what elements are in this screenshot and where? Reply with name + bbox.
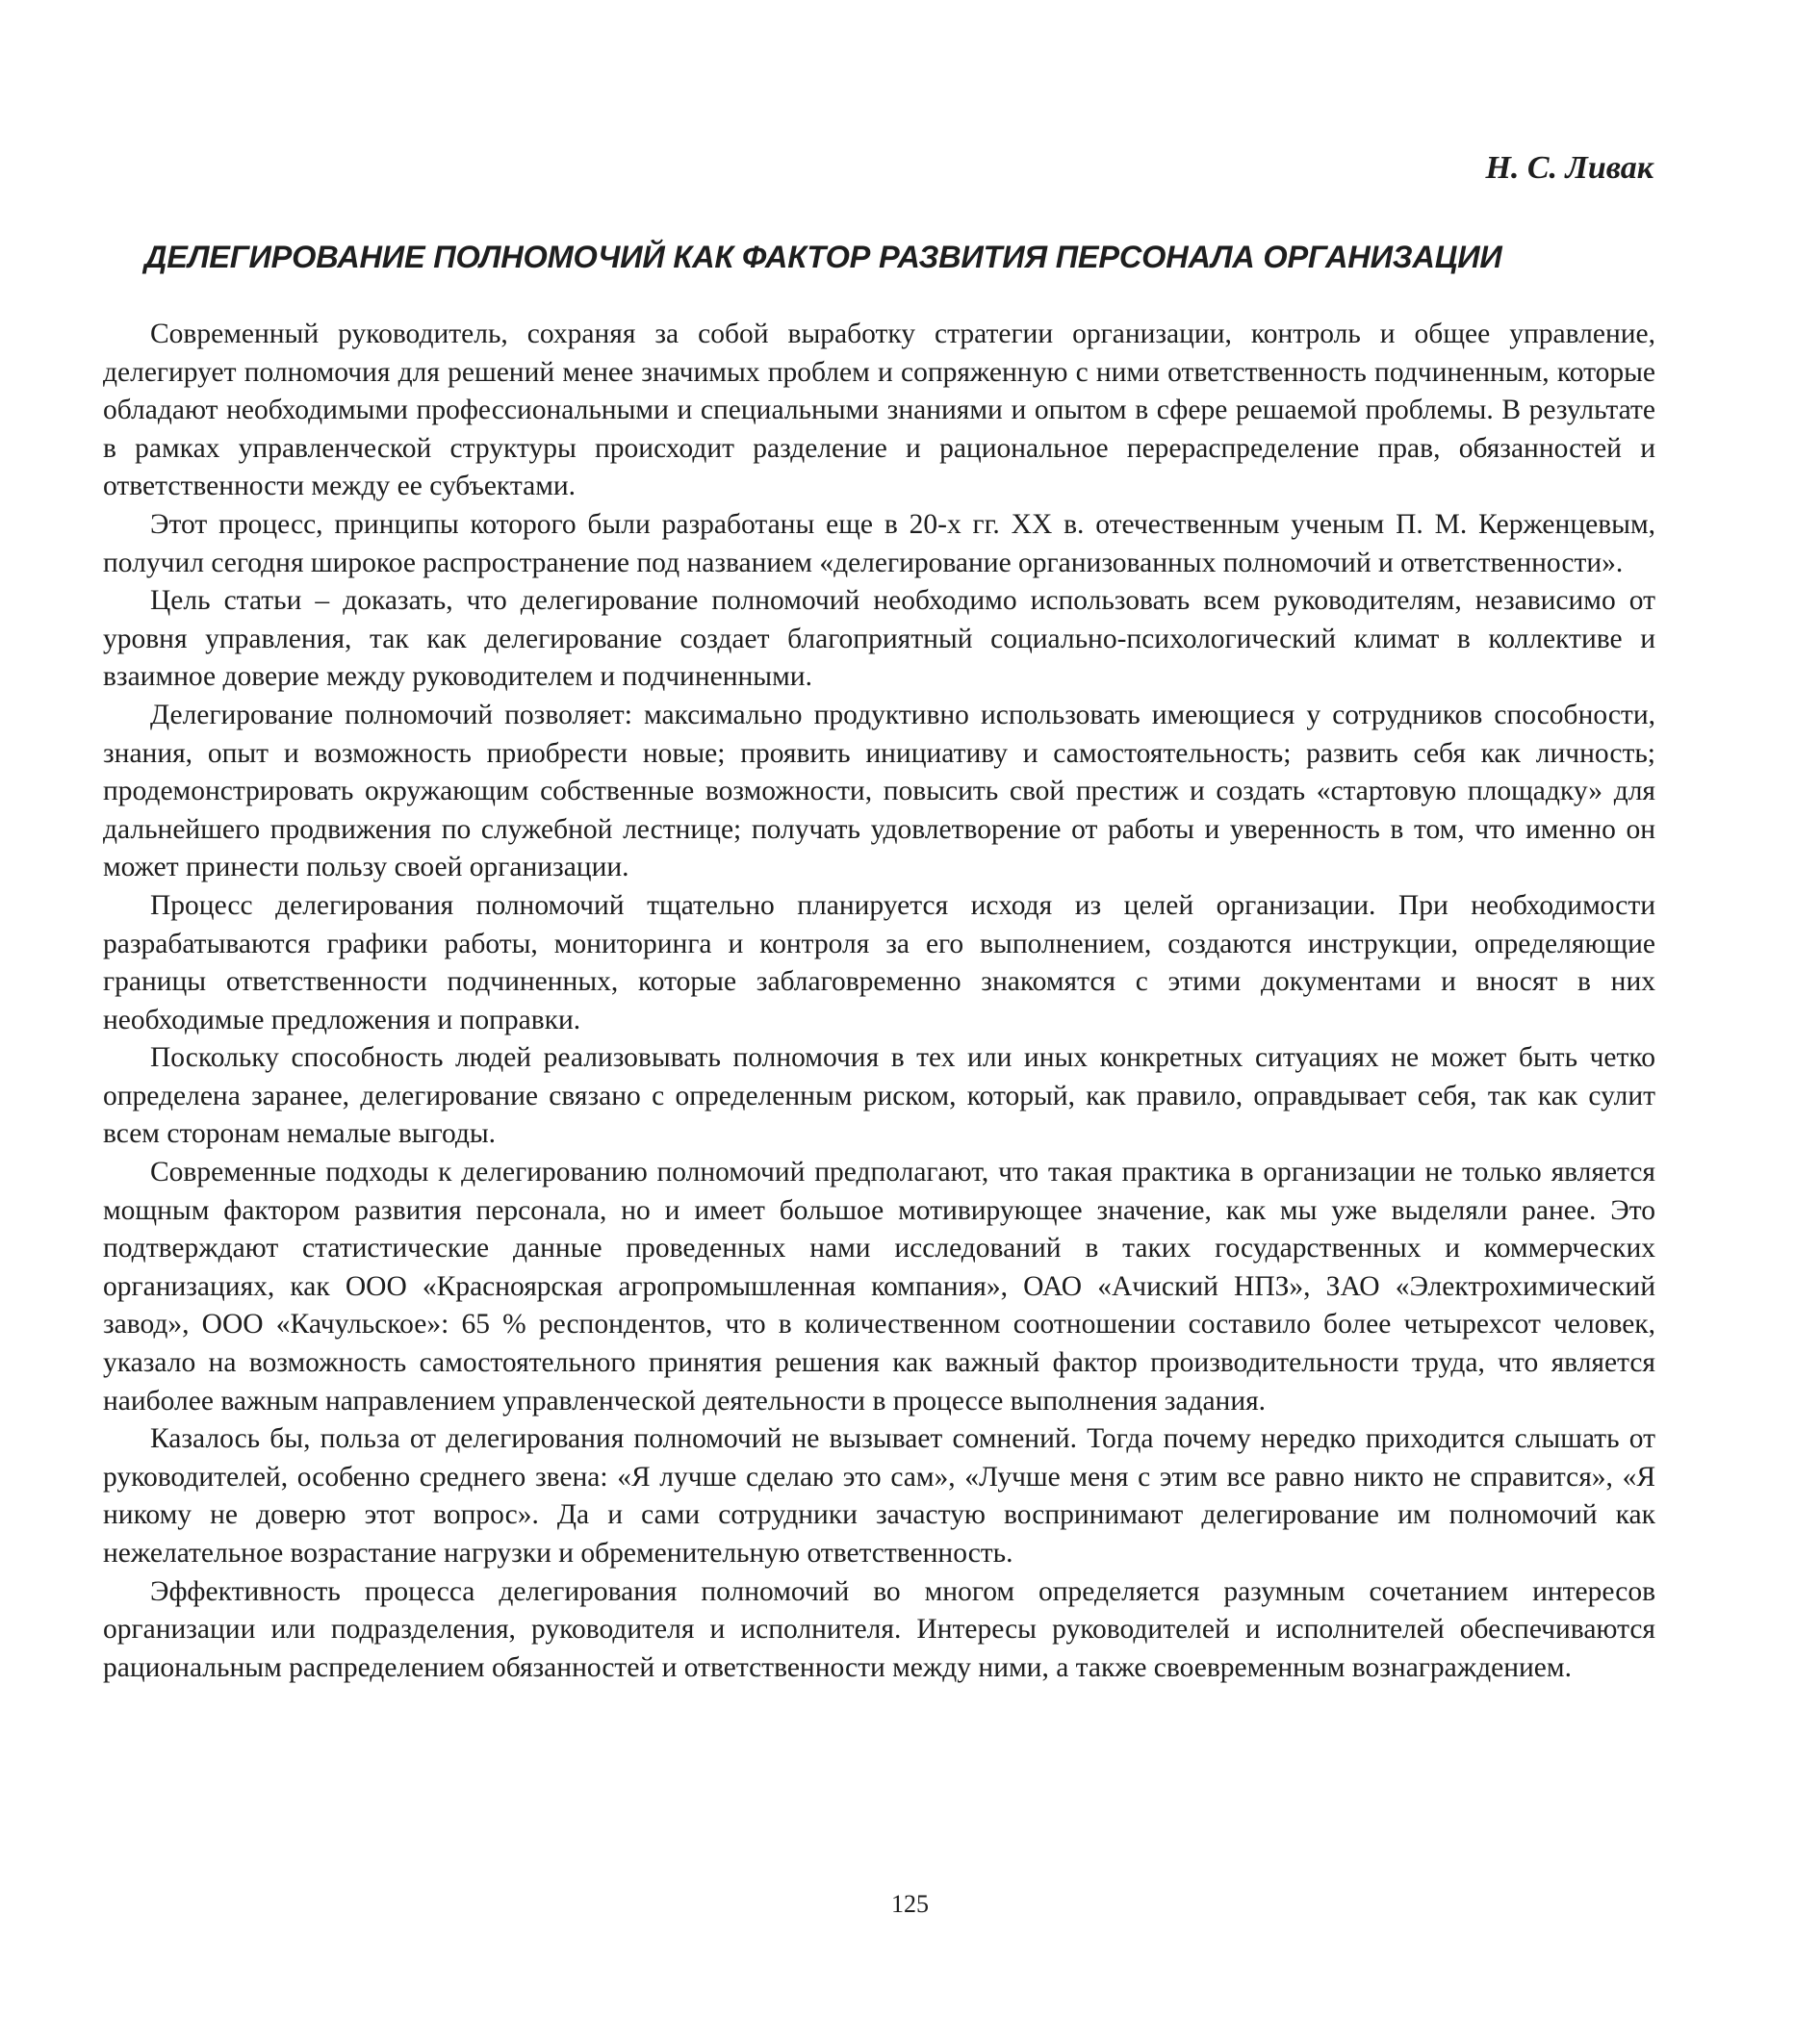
paragraph: Современный руководитель, сохраняя за собой выработку стратегии организации, контроль и общее управление, делегирует полномочия для решений менее значимых проблем и сопряженную с ними ответственность подчиненным, которые обладают необходимыми профессиональными и специальными знаниями и опытом в сфере решаемой проблемы. В результате в рамках управленческой структуры происходит разделение и рациональное перераспределение прав, обязанностей и ответственности между ее субъектами. [103,319,1655,502]
author-name: Н. С. Ливак [1485,150,1653,186]
paragraph: Этот процесс, принципы которого были разработаны еще в 20-х гг. XX в. отечественным ученым П. М. Керженцевым, получил сегодня широкое распространение под названием «делегирование организованных полномочий и ответственности». [103,508,1655,578]
page-number: 125 [891,1890,929,1918]
paragraph: Эффективность процесса делегирования полномочий во многом определяется разумным сочетанием интересов организации или подразделения, руководителя и исполнителя. Интересы руководителей и исполнителей обеспечиваются рациональным распределением обязанностей и ответственности между ними, а также своевременным вознаграждением. [103,1575,1655,1683]
paragraph: Современные подходы к делегированию полномочий предполагают, что такая практика в организации не только является мощным фактором развития персонала, но и имеет большое мотивирующее значение, как мы уже выделяли ранее. Это подтверждают статистические данные проведенных нами исследований в таких государственных и коммерческих организациях, как ООО «Красноярская агропромышленная компания», ОАО «Ачиский НПЗ», ЗАО «Электрохимический завод», ООО «Качульское»: 65 % респондентов, что в количественном соотношении составило более четырехсот человек, указало на возможность самостоятельного принятия решения как важный фактор производительности труда, что является наиболее важным направлением управленческой деятельности в процессе выполнения задания. [103,1157,1655,1417]
paragraph: Процесс делегирования полномочий тщательно планируется исходя из целей организации. При необходимости разрабатываются графики работы, мониторинга и контроля за его выполнением, создаются инструкции, определяющие границы ответственности подчиненных, которые заблаговременно знакомятся с этими документами и вносят в них необходимые предложения и поправки. [103,889,1655,1035]
article-title: ДЕЛЕГИРОВАНИЕ ПОЛНОМОЧИЙ КАК ФАКТОР РАЗВИТИЯ ПЕРСОНАЛА ОРГАНИЗАЦИИ [144,240,1502,274]
paragraph: Цель статьи – доказать, что делегирование полномочий необходимо использовать всем руководителям, независимо от уровня управления, так как делегирование создает благоприятный социально-психологический климат в коллективе и взаимное доверие между руководителем и подчиненными. [103,585,1655,693]
article-body [103,316,1655,1687]
paragraph: Делегирование полномочий позволяет: максимально продуктивно использовать имеющиеся у сотрудников способности, знания, опыт и возможность приобрести новые; проявить инициативу и самостоятельность; развить себя как личность; продемонстрировать окружающим собственные возможности, повысить свой престиж и создать «стартовую площадку» для дальнейшего продвижения по служебной лестнице; получать удовлетворение от работы и уверенность в том, что именно он может принести пользу своей организации. [103,699,1655,883]
paragraph: Поскольку способность людей реализовывать полномочия в тех или иных конкретных ситуациях не может быть четко определена заранее, делегирование связано с определенным риском, который, как правило, оправдывает себя, так как сулит всем сторонам немалые выгоды. [103,1042,1655,1150]
paragraph: Казалось бы, польза от делегирования полномочий не вызывает сомнений. Тогда почему нередко приходится слышать от руководителей, особенно среднего звена: «Я лучше сделаю это сам», «Лучше меня с этим все равно никто не справится», «Я никому не доверю этот вопрос». Да и сами сотрудники зачастую воспринимают делегирование им полномочий как нежелательное возрастание нагрузки и обременительную ответственность. [103,1423,1655,1569]
